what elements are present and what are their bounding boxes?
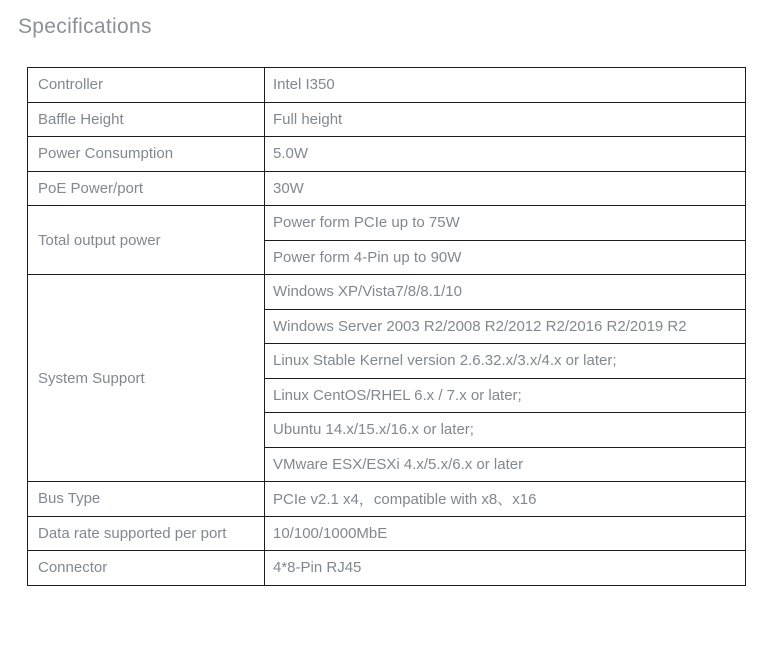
- spec-value-system-support-ubuntu: Ubuntu 14.x/15.x/16.x or later;: [265, 413, 746, 448]
- spec-value-baffle-height: Full height: [265, 102, 746, 137]
- table-row: [28, 482, 746, 517]
- spec-label-poe-power-per-port: PoE Power/port: [28, 171, 265, 206]
- spec-label-connector: Connector: [28, 551, 265, 586]
- spec-label-total-output-power: Total output power: [28, 206, 265, 275]
- page-title: Specifications: [18, 15, 152, 38]
- spec-value-connector: 4*8-Pin RJ45: [265, 551, 746, 586]
- spec-value-controller: Intel I350: [265, 68, 746, 103]
- spec-value-total-output-power-4pin: Power form 4-Pin up to 90W: [265, 240, 746, 275]
- spec-value-data-rate: 10/100/1000MbE: [265, 516, 746, 551]
- table-row: [28, 137, 746, 172]
- spec-value-system-support-windows-server: Windows Server 2003 R2/2008 R2/2012 R2/2016 R2/2019 R2: [265, 309, 746, 344]
- table-row: [28, 206, 746, 241]
- spec-value-power-consumption: 5.0W: [265, 137, 746, 172]
- spec-label-power-consumption: Power Consumption: [28, 137, 265, 172]
- spec-value-bus-type: PCIe v2.1 x4，compatible with x8、x16: [265, 482, 746, 517]
- table-row: [28, 68, 746, 103]
- spec-value-system-support-centos-rhel: Linux CentOS/RHEL 6.x / 7.x or later;: [265, 378, 746, 413]
- specifications-table: [27, 67, 746, 586]
- spec-value-system-support-vmware: VMware ESX/ESXi 4.x/5.x/6.x or later: [265, 447, 746, 482]
- table-row: [28, 171, 746, 206]
- table-row: [28, 551, 746, 586]
- spec-label-controller: Controller: [28, 68, 265, 103]
- spec-label-system-support: System Support: [28, 275, 265, 482]
- spec-value-system-support-linux-kernel: Linux Stable Kernel version 2.6.32.x/3.x/4.x or later;: [265, 344, 746, 379]
- spec-value-system-support-windows: Windows XP/Vista7/8/8.1/10: [265, 275, 746, 310]
- spec-label-data-rate: Data rate supported per port: [28, 516, 265, 551]
- table-row: [28, 275, 746, 310]
- table-row: [28, 102, 746, 137]
- spec-label-bus-type: Bus Type: [28, 482, 265, 517]
- table-row: [28, 516, 746, 551]
- spec-value-poe-power-per-port: 30W: [265, 171, 746, 206]
- spec-value-total-output-power-pcie: Power form PCIe up to 75W: [265, 206, 746, 241]
- spec-label-baffle-height: Baffle Height: [28, 102, 265, 137]
